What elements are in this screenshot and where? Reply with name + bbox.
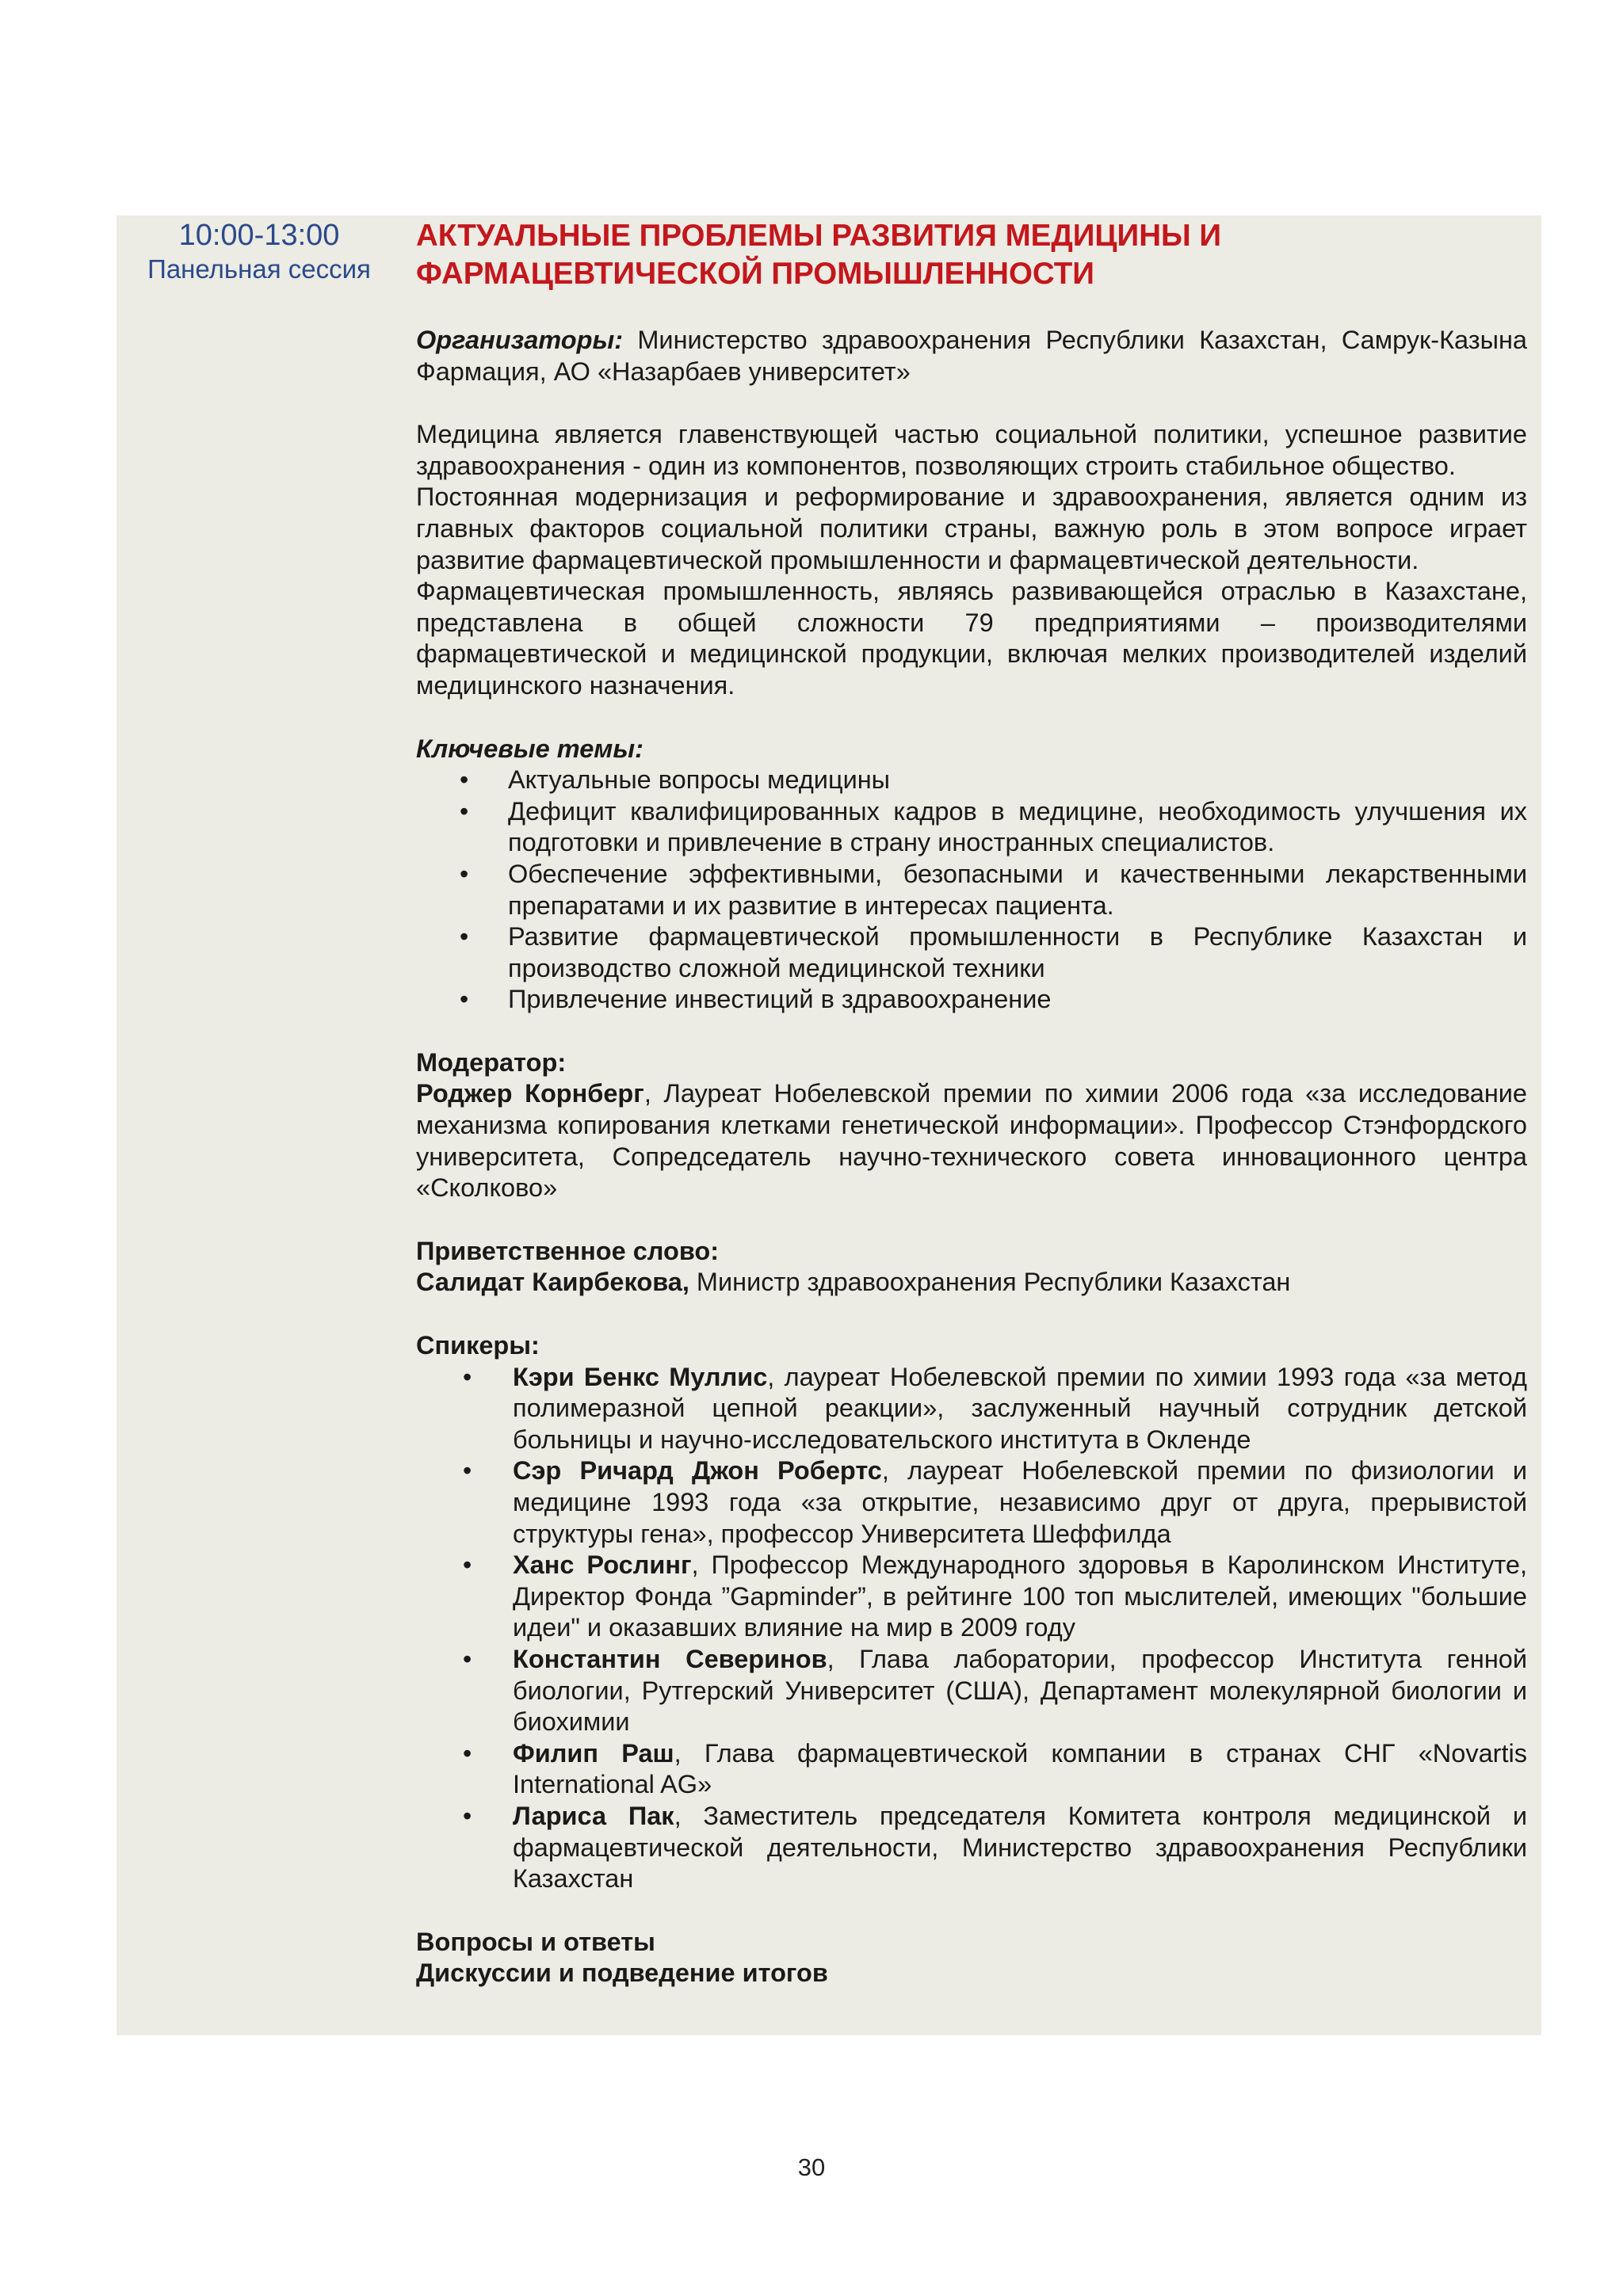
topic-text: Привлечение инвестиций в здравоохранение: [508, 985, 1052, 1014]
speaker-text: , лауреат Нобелевской премии по физиологии и медицине 1993 года «за открытие, независимо друг от друга, прерывистой структуры гена», профессор Университета Шеффилда: [513, 1456, 1528, 1548]
session-meta: [116, 215, 402, 285]
spacer: [416, 702, 1527, 734]
bullet-icon: •: [463, 1456, 472, 1486]
page-number: 30: [797, 2153, 826, 2181]
bullet-icon: •: [463, 1801, 472, 1830]
bullet-icon: •: [460, 765, 469, 795]
speaker-text: , Глава фармацевтической компании в странах СНГ «Novartis International AG»: [513, 1738, 1527, 1799]
list-item: [416, 1550, 1527, 1644]
spacer: [416, 1895, 1527, 1927]
list-item: [416, 1644, 1527, 1738]
list-item: [416, 1801, 1527, 1895]
welcome: [416, 1267, 1527, 1299]
speaker-text: , Глава лаборатории, профессор Института генной биологии, Рутгерский Университет (США), Департамент молекулярной биологии и биохимии: [513, 1644, 1527, 1737]
intro-paragraph-2: Постоянная модернизация и реформирование и здравоохранения, является одним из главных факторов социальной политики страны, важную роль в этом вопросе играет развитие фармацевтической промышленности и фармацевтической деятельности.: [416, 482, 1527, 574]
speaker-name: Лариса Пак: [513, 1801, 674, 1830]
speakers-list: [416, 1362, 1527, 1895]
intro-paragraph-1: Медицина является главенствующей частью социальной политики, успешное развитие здравоохранения - один из компонентов, позволяющих строить стабильное общество.: [416, 420, 1527, 480]
welcome-text: Министр здравоохранения Республики Казахстан: [689, 1268, 1291, 1297]
topics-list: [416, 765, 1527, 1016]
list-item: [416, 984, 1527, 1016]
welcome-label: Приветственное слово:: [416, 1236, 720, 1265]
list-item: [416, 859, 1527, 921]
speakers-label: Спикеры:: [416, 1331, 540, 1360]
spacer: [416, 293, 1527, 325]
speaker-text: , лауреат Нобелевской премии по химии 1993 года «за метод полимеразной цепной реакции», заслуженный научный сотрудник детской больницы и научно-исследовательского института в Окленде: [513, 1362, 1528, 1454]
topic-text: Обеспечение эффективными, безопасными и качественными лекарственными препаратами и их развитие в интересах пациента.: [508, 859, 1527, 920]
topic-text: Дефицит квалифицированных кадров в медицине, необходимость улучшения их подготовки и привлечение в страну иностранных специалистов.: [508, 796, 1527, 857]
bullet-icon: •: [460, 796, 469, 826]
welcome-name: Салидат Каирбекова,: [416, 1268, 689, 1297]
list-item: [416, 1362, 1527, 1456]
list-item: [416, 921, 1527, 984]
bullet-icon: •: [460, 859, 469, 888]
bullet-icon: •: [463, 1362, 472, 1391]
list-item: [416, 1455, 1527, 1550]
intro-paragraph-3: Фармацевтическая промышленность, являясь развивающейся отраслью в Казахстане, представлена в общей сложности 79 предприятиями – производителями фармацевтической и медицинской продукции, включая мелких производителей изделий медицинского назначения.: [416, 577, 1527, 700]
organizers-label: Организаторы:: [416, 326, 624, 354]
bullet-icon: •: [460, 985, 469, 1014]
spacer: [416, 1204, 1527, 1236]
session-content: [416, 215, 1527, 1989]
spacer: [416, 1299, 1527, 1330]
bullet-icon: •: [463, 1550, 472, 1580]
bullet-icon: •: [463, 1738, 472, 1768]
moderator-name: Роджер Корнберг: [416, 1079, 644, 1108]
topics-label: Ключевые темы:: [416, 734, 643, 763]
spacer: [416, 387, 1527, 419]
list-item: [416, 1738, 1527, 1801]
speaker-name: Сэр Ричард Джон Робертс: [513, 1456, 882, 1486]
session-title: АКТУАЛЬНЫЕ ПРОБЛЕМЫ РАЗВИТИЯ МЕДИЦИНЫ И ФАРМАЦЕВТИЧЕСКОЙ ПРОМЫШЛЕННОСТИ: [416, 219, 1222, 291]
speaker-name: Ханс Рослинг: [513, 1550, 692, 1580]
topic-text: Развитие фармацевтической промышленности в Республике Казахстан и производство сложной медицинской техники: [508, 922, 1527, 982]
session-type: Панельная сессия: [147, 254, 371, 284]
speaker-name: Константин Северинов: [513, 1644, 827, 1673]
moderator-label: Модератор:: [416, 1047, 567, 1077]
spacer: [416, 1016, 1527, 1047]
topic-text: Актуальные вопросы медицины: [508, 765, 891, 795]
moderator-text: , Лауреат Нобелевской премии по химии 2006 года «за исследование механизма копирования клетками генетической информации». Профессор Стэнфордского университета, Сопредседатель научно-технического совета инновационного центра «Сколково»: [416, 1079, 1527, 1203]
bullet-icon: •: [460, 922, 469, 952]
speaker-text: , Профессор Международного здоровья в Каролинском Институте, Директор Фонда ”Gapminder”, в рейтинге 100 топ мыслителей, имеющих "большие идеи" и оказавших влияние на мир в 2009 году: [513, 1550, 1527, 1642]
speaker-text: , Заместитель председателя Комитета контроля медицинской и фармацевтической деятельности, Министерство здравоохранения Республики Казахстан: [513, 1801, 1527, 1894]
speaker-name: Филип Раш: [513, 1738, 674, 1768]
organizers: [416, 325, 1527, 387]
closing-discussion: Дискуссии и подведение итогов: [416, 1958, 828, 1988]
session-time: 10:00-13:00: [178, 219, 340, 252]
organizers-text: Министерство здравоохранения Республики Казахстан, Самрук-Казына Фармация, АО «Назарбаев университет»: [416, 326, 1528, 386]
speaker-name: Кэри Бенкс Муллис: [513, 1362, 768, 1391]
list-item: [416, 796, 1527, 859]
moderator: [416, 1078, 1527, 1203]
bullet-icon: •: [463, 1644, 472, 1673]
list-item: [416, 765, 1527, 796]
closing-qa: Вопросы и ответы: [416, 1927, 655, 1956]
